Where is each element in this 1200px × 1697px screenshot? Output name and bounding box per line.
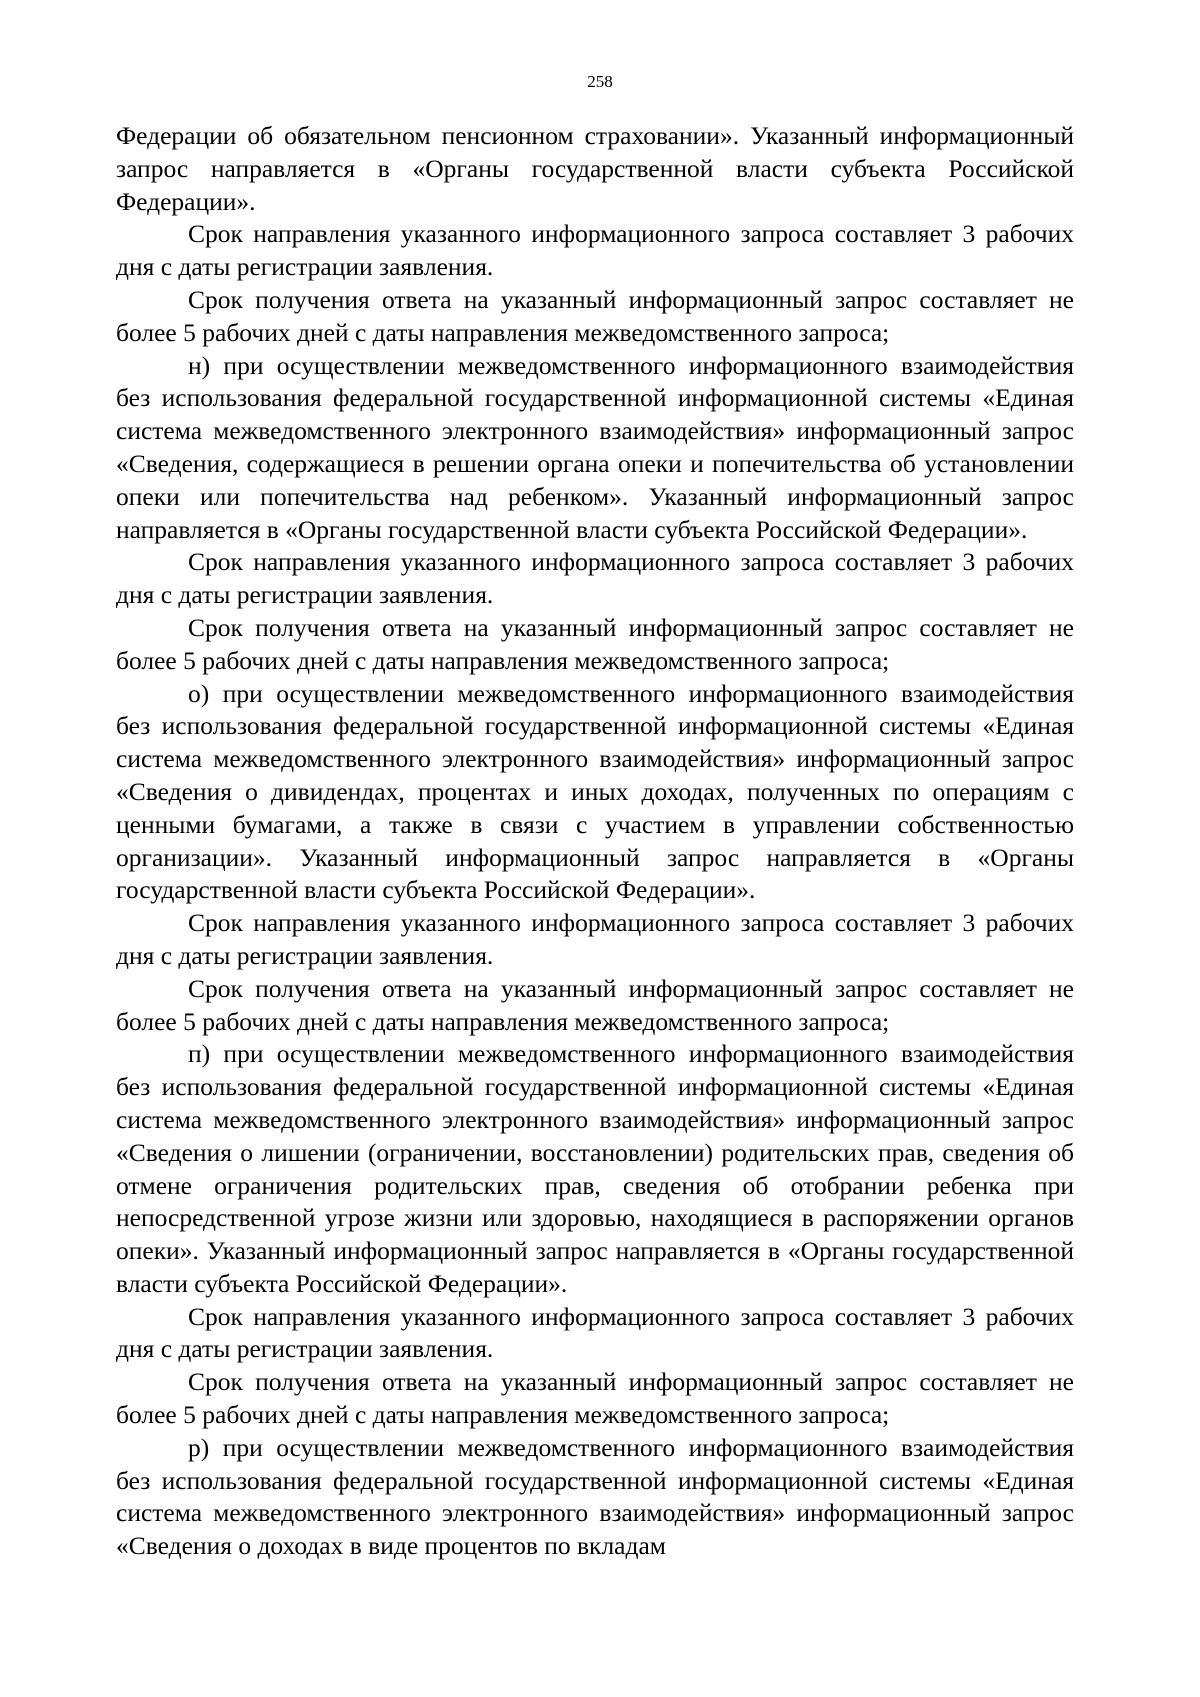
paragraph: н) при осуществлении межведомственного информационного взаимодействия без использования федеральной государственной информационной системы «Единая система межведомственного электронного взаимодействия» информационный запрос «Сведения, содержащиеся в решении органа опеки и попечительства об установлении опеки или попечительства над ребенком». Указанный информационный запрос направляется в «Органы государственной власти субъекта Российской Федерации». (116, 350, 1074, 544)
paragraph: Срок направления указанного информационного запроса составляет 3 рабочих дня с даты регистрации заявления. (116, 1301, 1074, 1364)
document-body (116, 120, 1074, 1563)
paragraph: Федерации об обязательном пенсионном страховании». Указанный информационный запрос направляется в «Органы государственной власти субъекта Российской Федерации». (116, 121, 1074, 216)
paragraph: Срок получения ответа на указанный информационный запрос составляет не более 5 рабочих дней с даты направления межведомственного запроса; (116, 284, 1074, 347)
paragraph: Срок получения ответа на указанный информационный запрос составляет не более 5 рабочих дней с даты направления межведомственного запроса; (116, 612, 1074, 675)
paragraph: о) при осуществлении межведомственного информационного взаимодействия без использования федеральной государственной информационной системы «Единая система межведомственного электронного взаимодействия» информационный запрос «Сведения о дивидендах, процентах и иных доходах, полученных по операциям с ценными бумагами, а также в связи с участием в управлении собственностью организации». Указанный информационный запрос направляется в «Органы государственной власти субъекта Российской Федерации». (116, 678, 1074, 905)
page-number: 258 (587, 72, 613, 91)
paragraph: Срок направления указанного информационного запроса составляет 3 рабочих дня с даты регистрации заявления. (116, 547, 1074, 610)
paragraph: р) при осуществлении межведомственного информационного взаимодействия без использования федеральной государственной информационной системы «Единая система межведомственного электронного взаимодействия» информационный запрос «Сведения о доходах в виде процентов по вкладам (116, 1432, 1074, 1561)
paragraph: Срок получения ответа на указанный информационный запрос составляет не более 5 рабочих дней с даты направления межведомственного запроса; (116, 973, 1074, 1036)
paragraph: п) при осуществлении межведомственного информационного взаимодействия без использования федеральной государственной информационной системы «Единая система межведомственного электронного взаимодействия» информационный запрос «Сведения о лишении (ограничении, восстановлении) родительских прав, сведения об отмене ограничения родительских прав, сведения об отобрании ребенка при непосредственной угрозе жизни или здоровью, находящиеся в распоряжении органов опеки». Указанный информационный запрос направляется в «Органы государственной власти субъекта Российской Федерации». (116, 1039, 1074, 1298)
paragraph: Срок получения ответа на указанный информационный запрос составляет не более 5 рабочих дней с даты направления межведомственного запроса; (116, 1367, 1074, 1430)
paragraph: Срок направления указанного информационного запроса составляет 3 рабочих дня с даты регистрации заявления. (116, 908, 1074, 970)
paragraph: Срок направления указанного информационного запроса составляет 3 рабочих дня с даты регистрации заявления. (116, 219, 1074, 282)
